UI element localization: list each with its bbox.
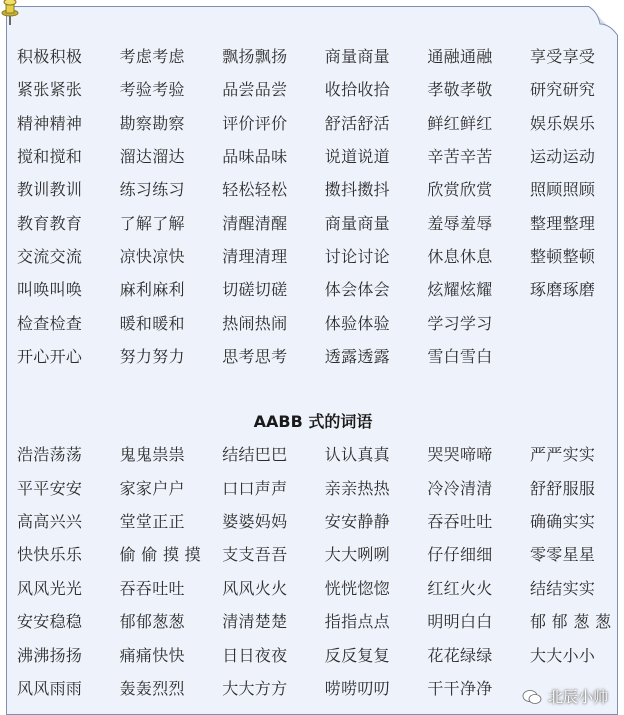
word-cell: 认认真真: [324, 445, 390, 465]
word-cell: 整顿整顿: [529, 246, 596, 266]
word-cell: 了解了解: [119, 213, 185, 233]
word-cell: 结结实实: [529, 578, 596, 598]
word-cell: 溜达溜达: [119, 147, 185, 167]
word-cell: 舒舒服服: [529, 478, 596, 498]
word-row: [17, 72, 617, 105]
word-row: [17, 537, 617, 570]
word-cell: 大大咧咧: [324, 545, 390, 565]
word-cell: 整理整理: [529, 213, 596, 233]
word-cell: 结结巴巴: [222, 445, 288, 465]
word-cell: 品尝品尝: [222, 80, 288, 100]
word-cell: 学习学习: [427, 313, 493, 333]
word-cell: 热闹热闹: [222, 313, 288, 333]
word-cell: 高高兴兴: [17, 511, 83, 531]
word-row: [17, 172, 617, 205]
word-cell: 婆婆妈妈: [222, 511, 288, 531]
word-cell: 明明白白: [427, 612, 493, 632]
page-fold-icon: [588, 6, 618, 36]
word-cell: 孝敬孝敬: [427, 80, 493, 100]
word-cell: 风风光光: [17, 578, 83, 598]
note-panel: [6, 6, 618, 715]
word-cell: 考虑考虑: [119, 47, 185, 67]
word-cell: 平平安安: [17, 478, 83, 498]
word-cell: 郁郁葱葱: [119, 612, 185, 632]
word-cell: 教育教育: [17, 213, 83, 233]
word-cell: 练习练习: [119, 180, 185, 200]
word-cell: 轰轰烈烈: [119, 678, 185, 698]
word-cell: 快快乐乐: [17, 545, 83, 565]
word-cell: 花花绿绿: [427, 645, 493, 665]
word-cell: 精神精神: [17, 113, 83, 133]
word-cell: 鬼鬼祟祟: [119, 445, 185, 465]
word-cell: 恍恍惚惚: [324, 578, 390, 598]
word-cell: 吞吞吐吐: [427, 511, 493, 531]
word-cell: 商量商量: [324, 47, 390, 67]
word-cell: 积极积极: [17, 47, 83, 67]
word-cell: 确确实实: [529, 511, 596, 531]
pushpin-icon: [0, 0, 26, 26]
word-cell: 说道说道: [324, 147, 390, 167]
word-cell: 评价评价: [222, 113, 288, 133]
word-cell: 考验考验: [119, 80, 185, 100]
word-row: [17, 637, 617, 670]
word-cell: 清清楚楚: [222, 612, 288, 632]
word-cell: 日日夜夜: [222, 645, 288, 665]
word-cell: 体会体会: [324, 280, 390, 300]
word-cell: 紧张紧张: [17, 80, 83, 100]
word-row: [17, 604, 617, 637]
word-cell: 娱乐娱乐: [529, 113, 596, 133]
word-cell: 运动运动: [529, 147, 596, 167]
word-cell: 欣赏欣赏: [427, 180, 493, 200]
word-cell: 郁 郁 葱 葱: [529, 612, 612, 632]
word-cell: 研究研究: [529, 80, 596, 100]
word-cell: 切磋切磋: [222, 280, 288, 300]
word-cell: 安安稳稳: [17, 612, 83, 632]
word-cell: 照顾照顾: [529, 180, 596, 200]
word-cell: 搅和搅和: [17, 147, 83, 167]
word-cell: 教训教训: [17, 180, 83, 200]
word-cell: 努力努力: [119, 346, 185, 366]
word-cell: 浩浩荡荡: [17, 445, 83, 465]
word-cell: 琢磨琢磨: [529, 280, 596, 300]
word-cell: 风风火火: [222, 578, 288, 598]
word-cell: 雪白雪白: [427, 346, 493, 366]
word-cell: 麻利麻利: [119, 280, 185, 300]
word-row: [17, 139, 617, 172]
word-cell: 干干净净: [427, 678, 493, 698]
word-cell: 交流交流: [17, 246, 83, 266]
word-row: [17, 305, 617, 338]
word-row: [17, 106, 617, 139]
word-row: [17, 239, 617, 272]
word-row: [17, 39, 617, 72]
word-cell: 风风雨雨: [17, 678, 83, 698]
word-cell: 安安静静: [324, 511, 390, 531]
word-cell: 轻松轻松: [222, 180, 288, 200]
word-cell: 飘扬飘扬: [222, 47, 288, 67]
word-cell: 享受享受: [529, 47, 596, 67]
word-cell: 炫耀炫耀: [427, 280, 493, 300]
wechat-icon: [522, 689, 542, 705]
word-row: [17, 339, 617, 372]
section2-heading: AABB 式的词语: [253, 412, 373, 431]
word-cell: 鲜红鲜红: [427, 113, 493, 133]
word-cell: 品味品味: [222, 147, 288, 167]
word-cell: 红红火火: [427, 578, 493, 598]
word-row: [17, 437, 617, 470]
word-cell: 痛痛快快: [119, 645, 185, 665]
word-cell: 商量商量: [324, 213, 390, 233]
word-cell: 大大方方: [222, 678, 288, 698]
watermark: [522, 686, 608, 707]
word-cell: 吞吞吐吐: [119, 578, 185, 598]
word-cell: 堂堂正正: [119, 511, 185, 531]
section1-grid: [17, 39, 617, 372]
word-cell: 勘察勘察: [119, 113, 185, 133]
word-cell: 体验体验: [324, 313, 390, 333]
word-cell: 哭哭啼啼: [427, 445, 493, 465]
word-cell: 讨论讨论: [324, 246, 390, 266]
word-cell: 沸沸扬扬: [17, 645, 83, 665]
word-cell: 舒活舒活: [324, 113, 390, 133]
word-row: [17, 205, 617, 238]
section2-grid: [17, 437, 617, 704]
word-cell: 羞辱羞辱: [427, 213, 493, 233]
word-cell: 支支吾吾: [222, 545, 288, 565]
word-cell: 暖和暖和: [119, 313, 185, 333]
word-cell: 透露透露: [324, 346, 390, 366]
word-cell: 大大小小: [529, 645, 596, 665]
word-cell: 反反复复: [324, 645, 390, 665]
word-cell: 清醒清醒: [222, 213, 288, 233]
word-cell: 思考思考: [222, 346, 288, 366]
word-cell: 唠唠叨叨: [324, 678, 390, 698]
word-cell: 严严实实: [529, 445, 596, 465]
word-row: [17, 504, 617, 537]
word-row: [17, 571, 617, 604]
word-row: [17, 272, 617, 305]
word-cell: 指指点点: [324, 612, 390, 632]
watermark-text: 北辰小帅: [547, 688, 608, 706]
word-cell: 叫唤叫唤: [17, 280, 83, 300]
word-cell: 休息休息: [427, 246, 493, 266]
word-cell: 冷冷清清: [427, 478, 493, 498]
word-cell: 偷 偷 摸 摸: [119, 545, 201, 565]
word-cell: 通融通融: [427, 47, 493, 67]
word-cell: 家家户户: [119, 478, 185, 498]
word-cell: 亲亲热热: [324, 478, 390, 498]
word-cell: 凉快凉快: [119, 246, 185, 266]
word-cell: 辛苦辛苦: [427, 147, 493, 167]
word-cell: 零零星星: [529, 545, 596, 565]
word-cell: 口口声声: [222, 478, 288, 498]
word-cell: 擞抖擞抖: [324, 180, 390, 200]
word-cell: 收拾收拾: [324, 80, 390, 100]
word-cell: 清理清理: [222, 246, 288, 266]
word-cell: 开心开心: [17, 346, 83, 366]
word-cell: 检查检查: [17, 313, 83, 333]
word-row: [17, 470, 617, 503]
word-cell: 仔仔细细: [427, 545, 493, 565]
